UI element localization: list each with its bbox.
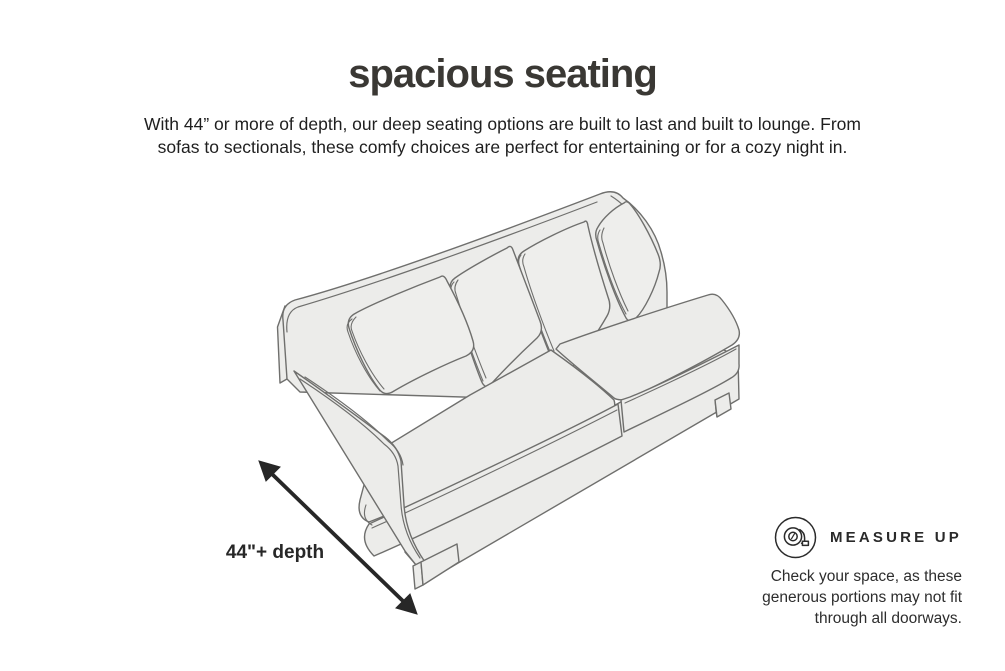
description-line-2: sofas to sectionals, these comfy choices are perfect for entertaining or for a cozy night in. — [157, 137, 848, 157]
dimension-label: 44"+ depth — [225, 542, 325, 563]
measure-up-section — [742, 516, 962, 629]
sofa-illustration — [235, 175, 765, 655]
measure-up-note — [742, 566, 962, 629]
page-title: spacious seating — [348, 52, 657, 96]
note-line-2: generous portions may not fit — [762, 589, 962, 606]
tape-measure-icon — [774, 516, 817, 559]
measure-up-heading: MEASURE UP — [829, 529, 962, 546]
note-line-1: Check your space, as these — [770, 568, 962, 585]
description-line-1: With 44” or more of depth, our deep seating options are built to last and built to lounge. From — [144, 114, 861, 134]
page-description — [0, 113, 1005, 159]
note-line-3: through all doorways. — [814, 610, 962, 627]
